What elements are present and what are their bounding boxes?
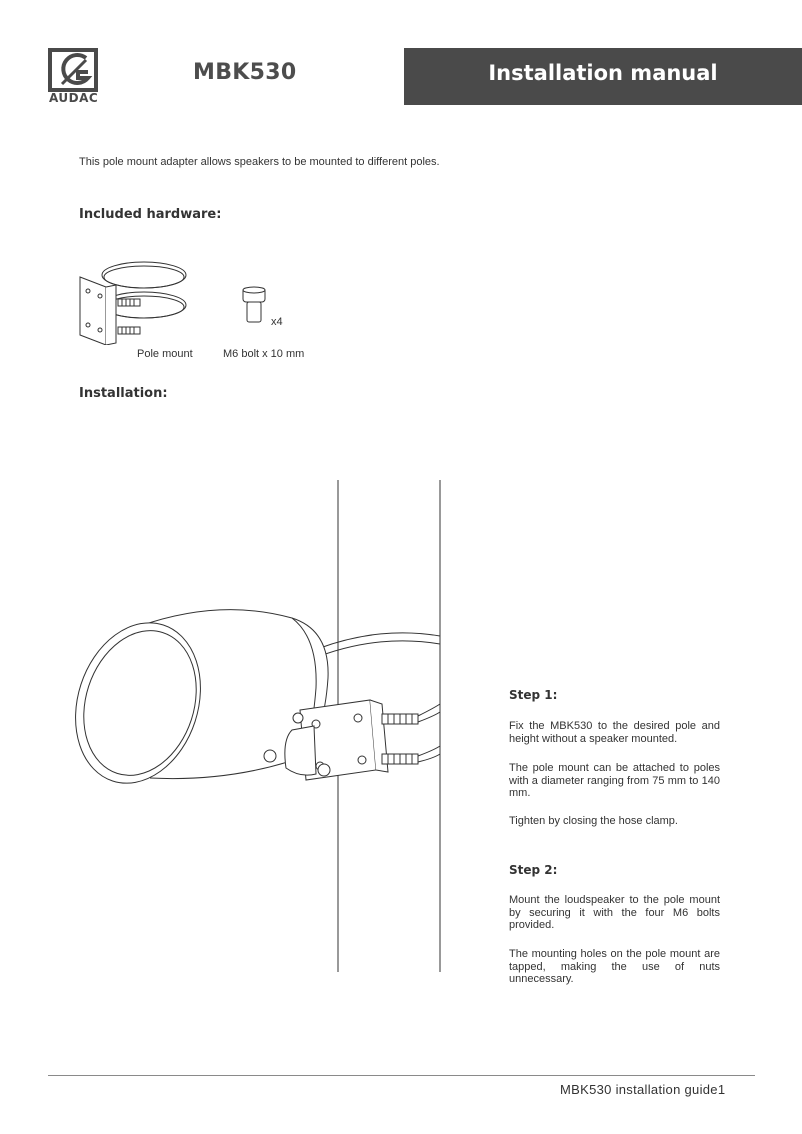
step-1-heading: Step 1: bbox=[509, 688, 558, 702]
pole-mount-label: Pole mount bbox=[137, 348, 193, 360]
logo-text: AUDAC bbox=[49, 91, 99, 105]
step-1-paragraph: The pole mount can be attached to poles with a diameter ranging from 75 mm to 140 mm. bbox=[509, 762, 720, 799]
model-title: MBK530 bbox=[193, 60, 297, 85]
installation-heading: Installation: bbox=[79, 386, 168, 401]
step-1-paragraph: Fix the MBK530 to the desired pole and height without a speaker mounted. bbox=[509, 720, 720, 745]
m6-bolt-illustration bbox=[240, 286, 268, 324]
step-2-paragraph: Mount the loudspeaker to the pole mount by securing it with the four M6 bolts provided. bbox=[509, 894, 720, 931]
installation-illustration bbox=[70, 478, 450, 974]
footer-divider bbox=[48, 1075, 755, 1076]
step-2-heading: Step 2: bbox=[509, 863, 558, 877]
bolt-quantity: x4 bbox=[271, 316, 283, 328]
footer-text: MBK530 installation guide1 bbox=[560, 1082, 726, 1097]
bolt-label: M6 bolt x 10 mm bbox=[223, 348, 305, 360]
pole-mount-illustration bbox=[76, 255, 188, 345]
included-hardware-heading: Included hardware: bbox=[79, 207, 222, 222]
intro-text: This pole mount adapter allows speakers to be mounted to different poles. bbox=[79, 156, 440, 168]
title-banner bbox=[404, 48, 802, 105]
banner-title: Installation manual bbox=[488, 61, 718, 85]
step-2-paragraph: The mounting holes on the pole mount are tapped, making the use of nuts unnecessary. bbox=[509, 948, 720, 985]
step-1-paragraph: Tighten by closing the hose clamp. bbox=[509, 815, 678, 827]
